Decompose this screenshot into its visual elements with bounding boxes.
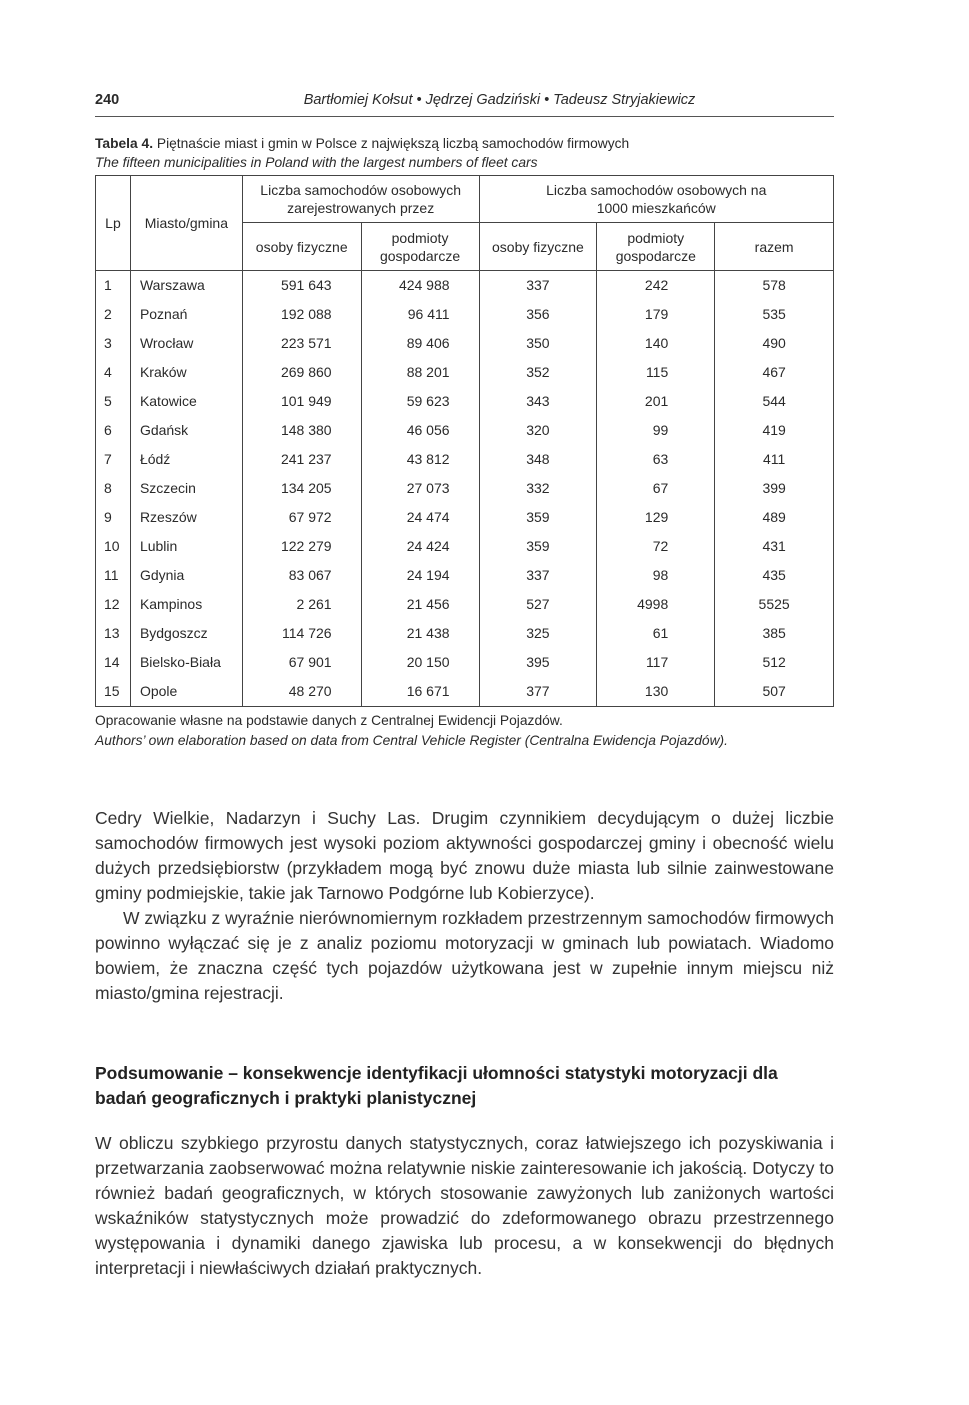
row-registered-business: 24 474 bbox=[361, 503, 479, 532]
row-registered-persons: 67 972 bbox=[242, 503, 361, 532]
page-number: 240 bbox=[95, 92, 120, 108]
row-city: Kraków bbox=[130, 358, 242, 387]
table-row bbox=[96, 619, 834, 648]
table-row bbox=[96, 532, 834, 561]
row-city: Opole bbox=[130, 677, 242, 707]
row-registered-business: 89 406 bbox=[361, 329, 479, 358]
row-per1000-total: 489 bbox=[715, 503, 834, 532]
paragraph: Cedry Wielkie, Nadarzyn i Suchy Las. Drugim czynnikiem decydującym o dużej liczbie samochodów firmowych jest wysoki poziom aktywności gospodarczej gminy i obecność wielu dużych przedsiębiorstw (przykładem mogą być znowu duże miasta lub silnie zainwestowane gminy podmiejskie, takie jak Tarnowo Podgórne lub Kobierzyce). bbox=[95, 808, 834, 903]
paragraph: W związku z wyraźnie nierównomiernym rozkładem przestrzennym samochodów firmowych powinno wyłączać się je z analiz poziomu motoryzacji w gminach lub powiatach. Wiadomo bowiem, że znaczna część tych pojazdów użytkowana jest w zupełnie innym miejscu niż miasto/gmina rejestracji. bbox=[95, 908, 834, 1003]
col-header-city: Miasto/gmina bbox=[130, 176, 242, 271]
row-lp: 4 bbox=[96, 358, 131, 387]
table-row bbox=[96, 445, 834, 474]
table-caption-en: The fifteen municipalities in Poland with the largest numbers of fleet cars bbox=[95, 155, 538, 170]
row-registered-persons: 122 279 bbox=[242, 532, 361, 561]
row-per1000-persons: 320 bbox=[479, 416, 597, 445]
row-registered-business: 424 988 bbox=[361, 271, 479, 301]
row-per1000-persons: 359 bbox=[479, 532, 597, 561]
body-text-upper bbox=[95, 806, 834, 1006]
row-per1000-total: 507 bbox=[715, 677, 834, 707]
row-city: Rzeszów bbox=[130, 503, 242, 532]
row-per1000-business: 4998 bbox=[597, 590, 715, 619]
row-per1000-total: 419 bbox=[715, 416, 834, 445]
row-per1000-total: 490 bbox=[715, 329, 834, 358]
row-city: Poznań bbox=[130, 300, 242, 329]
row-per1000-total: 535 bbox=[715, 300, 834, 329]
row-per1000-persons: 356 bbox=[479, 300, 597, 329]
row-per1000-business: 129 bbox=[597, 503, 715, 532]
table-body bbox=[96, 271, 834, 707]
table-row bbox=[96, 474, 834, 503]
row-per1000-business: 99 bbox=[597, 416, 715, 445]
body-text-lower bbox=[95, 1131, 834, 1281]
row-registered-persons: 241 237 bbox=[242, 445, 361, 474]
row-per1000-total: 435 bbox=[715, 561, 834, 590]
page-header bbox=[95, 92, 834, 117]
row-city: Gdańsk bbox=[130, 416, 242, 445]
row-lp: 9 bbox=[96, 503, 131, 532]
row-registered-persons: 192 088 bbox=[242, 300, 361, 329]
row-per1000-total: 431 bbox=[715, 532, 834, 561]
row-lp: 12 bbox=[96, 590, 131, 619]
row-per1000-persons: 377 bbox=[479, 677, 597, 707]
sub-header-business-per1000: podmioty gospodarcze bbox=[597, 223, 715, 271]
row-city: Warszawa bbox=[130, 271, 242, 301]
row-per1000-business: 67 bbox=[597, 474, 715, 503]
row-registered-persons: 114 726 bbox=[242, 619, 361, 648]
row-per1000-persons: 350 bbox=[479, 329, 597, 358]
row-city: Kampinos bbox=[130, 590, 242, 619]
row-per1000-total: 467 bbox=[715, 358, 834, 387]
table-row bbox=[96, 271, 834, 301]
row-per1000-persons: 527 bbox=[479, 590, 597, 619]
table-row bbox=[96, 387, 834, 416]
row-city: Katowice bbox=[130, 387, 242, 416]
row-registered-persons: 591 643 bbox=[242, 271, 361, 301]
row-registered-persons: 134 205 bbox=[242, 474, 361, 503]
table-row bbox=[96, 329, 834, 358]
row-registered-business: 24 194 bbox=[361, 561, 479, 590]
row-city: Bydgoszcz bbox=[130, 619, 242, 648]
row-per1000-business: 63 bbox=[597, 445, 715, 474]
sub-header-business: podmioty gospodarcze bbox=[361, 223, 479, 271]
row-per1000-total: 544 bbox=[715, 387, 834, 416]
table-row bbox=[96, 503, 834, 532]
row-lp: 7 bbox=[96, 445, 131, 474]
row-per1000-business: 117 bbox=[597, 648, 715, 677]
table-row bbox=[96, 358, 834, 387]
table-caption-label: Tabela 4. bbox=[95, 136, 154, 151]
row-per1000-total: 385 bbox=[715, 619, 834, 648]
sub-header-total: razem bbox=[715, 223, 834, 271]
row-registered-persons: 2 261 bbox=[242, 590, 361, 619]
row-registered-business: 16 671 bbox=[361, 677, 479, 707]
sub-header-persons: osoby fizyczne bbox=[242, 223, 361, 271]
row-lp: 8 bbox=[96, 474, 131, 503]
row-per1000-business: 179 bbox=[597, 300, 715, 329]
row-city: Bielsko-Biała bbox=[130, 648, 242, 677]
row-lp: 15 bbox=[96, 677, 131, 707]
source-pl: Opracowanie własne na podstawie danych z Centralnej Ewidencji Pojazdów. bbox=[95, 713, 563, 728]
row-lp: 2 bbox=[96, 300, 131, 329]
row-per1000-persons: 348 bbox=[479, 445, 597, 474]
row-per1000-persons: 337 bbox=[479, 271, 597, 301]
row-registered-persons: 269 860 bbox=[242, 358, 361, 387]
row-registered-business: 43 812 bbox=[361, 445, 479, 474]
row-per1000-persons: 352 bbox=[479, 358, 597, 387]
row-per1000-persons: 343 bbox=[479, 387, 597, 416]
table-row bbox=[96, 561, 834, 590]
row-per1000-total: 5525 bbox=[715, 590, 834, 619]
row-per1000-total: 578 bbox=[715, 271, 834, 301]
row-city: Szczecin bbox=[130, 474, 242, 503]
row-city: Wrocław bbox=[130, 329, 242, 358]
row-per1000-business: 130 bbox=[597, 677, 715, 707]
row-lp: 14 bbox=[96, 648, 131, 677]
row-per1000-total: 512 bbox=[715, 648, 834, 677]
row-per1000-persons: 337 bbox=[479, 561, 597, 590]
row-per1000-business: 115 bbox=[597, 358, 715, 387]
section-heading: Podsumowanie – konsekwencje identyfikacji ułomności statystyki motoryzacji dla badań geograficznych i praktyki planistycznej bbox=[95, 1063, 778, 1108]
row-registered-business: 59 623 bbox=[361, 387, 479, 416]
row-lp: 11 bbox=[96, 561, 131, 590]
table-caption bbox=[95, 134, 855, 172]
fleet-cars-table bbox=[95, 175, 834, 707]
row-lp: 10 bbox=[96, 532, 131, 561]
sub-header-persons-per1000: osoby fizyczne bbox=[479, 223, 597, 271]
row-per1000-total: 399 bbox=[715, 474, 834, 503]
row-per1000-persons: 332 bbox=[479, 474, 597, 503]
row-per1000-persons: 395 bbox=[479, 648, 597, 677]
row-per1000-business: 98 bbox=[597, 561, 715, 590]
table-row bbox=[96, 300, 834, 329]
row-lp: 1 bbox=[96, 271, 131, 301]
row-lp: 3 bbox=[96, 329, 131, 358]
row-per1000-persons: 325 bbox=[479, 619, 597, 648]
row-per1000-business: 201 bbox=[597, 387, 715, 416]
source-en: Authors’ own elaboration based on data from Central Vehicle Register (Centralna Ewidencja Pojazdów). bbox=[95, 733, 728, 748]
table-caption-pl: Piętnaście miast i gmin w Polsce z największą liczbą samochodów firmowych bbox=[153, 136, 630, 151]
row-lp: 5 bbox=[96, 387, 131, 416]
row-registered-persons: 67 901 bbox=[242, 648, 361, 677]
row-registered-persons: 48 270 bbox=[242, 677, 361, 707]
group-header-per1000: Liczba samochodów osobowych na 1000 mieszkańców bbox=[479, 176, 833, 223]
row-per1000-total: 411 bbox=[715, 445, 834, 474]
row-registered-persons: 148 380 bbox=[242, 416, 361, 445]
row-city: Łódź bbox=[130, 445, 242, 474]
row-lp: 6 bbox=[96, 416, 131, 445]
row-registered-business: 24 424 bbox=[361, 532, 479, 561]
row-city: Gdynia bbox=[130, 561, 242, 590]
row-per1000-business: 242 bbox=[597, 271, 715, 301]
row-registered-business: 46 056 bbox=[361, 416, 479, 445]
row-registered-business: 21 456 bbox=[361, 590, 479, 619]
row-per1000-business: 140 bbox=[597, 329, 715, 358]
row-registered-persons: 83 067 bbox=[242, 561, 361, 590]
row-per1000-persons: 359 bbox=[479, 503, 597, 532]
paragraph: W obliczu szybkiego przyrostu danych statystycznych, coraz łatwiejszego ich pozyskiwania i przetwarzania zaobserwować można relatywnie niskie zainteresowanie ich jakością. Dotyczy to również badań geograficznych, w których stosowanie zawyżonych lub zaniżonych wartości wskaźników statystycznych może prowadzić do zdeformowanego obrazu przestrzennego występowania i dynamiki danego zjawiska lub procesu, a w konsekwencji do błędnych interpretacji i niewłaściwych działań praktycznych. bbox=[95, 1133, 834, 1278]
row-registered-business: 21 438 bbox=[361, 619, 479, 648]
row-lp: 13 bbox=[96, 619, 131, 648]
table-source bbox=[95, 711, 855, 751]
row-registered-persons: 101 949 bbox=[242, 387, 361, 416]
col-header-lp: Lp bbox=[96, 176, 131, 271]
row-registered-business: 96 411 bbox=[361, 300, 479, 329]
row-per1000-business: 72 bbox=[597, 532, 715, 561]
group-header-registered: Liczba samochodów osobowych zarejestrowanych przez bbox=[242, 176, 479, 223]
row-registered-business: 27 073 bbox=[361, 474, 479, 503]
table-row bbox=[96, 648, 834, 677]
running-head: Bartłomiej Kołsut • Jędrzej Gadziński • Tadeusz Stryjakiewicz bbox=[303, 92, 696, 108]
table-row bbox=[96, 677, 834, 707]
table-row bbox=[96, 590, 834, 619]
row-per1000-business: 61 bbox=[597, 619, 715, 648]
row-registered-business: 88 201 bbox=[361, 358, 479, 387]
row-city: Lublin bbox=[130, 532, 242, 561]
row-registered-persons: 223 571 bbox=[242, 329, 361, 358]
table-row bbox=[96, 416, 834, 445]
row-registered-business: 20 150 bbox=[361, 648, 479, 677]
